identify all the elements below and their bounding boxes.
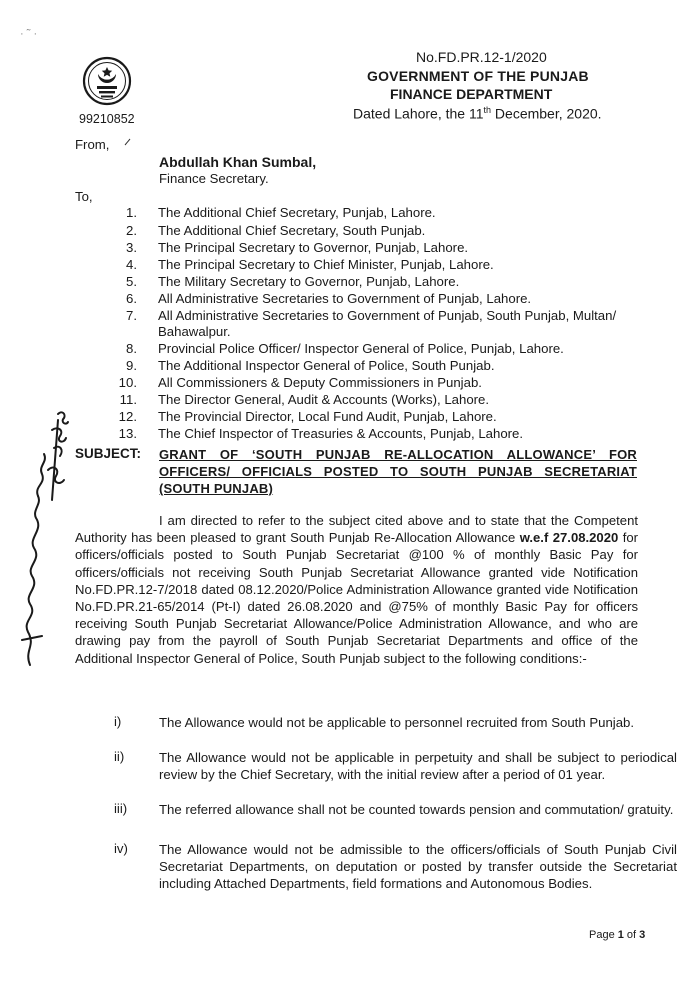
letter-number: No.FD.PR.12-1/2020 [416, 49, 547, 65]
recipient-number: 12. [118, 409, 137, 424]
condition-number: ii) [114, 749, 125, 764]
scan-mark: · ˜ · [20, 28, 38, 40]
recipient-text: The Chief Inspector of Treasuries & Accounts, Punjab, Lahore. [158, 426, 524, 441]
subject-label: SUBJECT: [75, 446, 142, 461]
recipient-text: The Additional Chief Secretary, Punjab, Lahore. [158, 205, 436, 220]
handwritten-signature-icon [2, 400, 74, 670]
page-prefix: Page [589, 929, 618, 941]
to-label: To, [75, 189, 93, 204]
recipient-text: All Commissioners & Deputy Commissioners in Punjab. [158, 375, 482, 390]
recipient-text: The Military Secretary to Governor, Punjab, Lahore. [158, 274, 460, 289]
date-prefix: Dated Lahore, the 11 [353, 105, 484, 122]
condition-number: i) [114, 714, 122, 729]
sender-designation: Finance Secretary. [159, 171, 269, 186]
recipient-number: 2. [126, 223, 137, 238]
body-effective-date: w.e.f 27.08.2020 [519, 530, 619, 546]
recipient-number: 5. [126, 274, 137, 289]
recipient-text: The Director General, Audit & Accounts (Works), Lahore. [158, 392, 490, 407]
recipient-number: 8. [126, 341, 137, 356]
recipient-number: 4. [126, 257, 137, 272]
recipient-number: 6. [126, 291, 137, 306]
page-current: 1 [617, 929, 624, 941]
from-label: From, [75, 137, 110, 152]
recipient-number: 3. [126, 240, 137, 255]
sender-name: Abdullah Khan Sumbal, [159, 154, 317, 170]
page-total: 3 [639, 929, 646, 941]
government-heading: GOVERNMENT OF THE PUNJAB [367, 68, 589, 84]
body-paragraph [75, 512, 638, 667]
recipient-number: 11. [119, 392, 137, 407]
condition-text: The referred allowance shall not be counted towards pension and commutation/ gratuity. [159, 802, 674, 817]
page-of: of [623, 929, 640, 941]
body-text-part1: I am directed to refer to the subject cited above and to state that the Competent Authority has been pleased to grant South Punjab Re-Allocation Allowance [75, 513, 638, 546]
diary-number: 99210852 [79, 112, 135, 126]
recipient-number: 10. [118, 375, 137, 390]
date-superscript: th [483, 105, 492, 115]
department-heading: FINANCE DEPARTMENT [390, 86, 553, 102]
recipient-text: Provincial Police Officer/ Inspector General of Police, Punjab, Lahore. [158, 341, 564, 356]
condition-text: The Allowance would not be applicable in perpetuity and shall be subject to periodical review by the Chief Secretary, with the initial review after a period of 01 year. [159, 750, 677, 782]
recipient-text: The Provincial Director, Local Fund Audit, Punjab, Lahore. [158, 409, 497, 424]
recipient-text: The Principal Secretary to Governor, Punjab, Lahore. [158, 240, 469, 255]
condition-number: iv) [114, 841, 128, 856]
recipient-number: 9. [126, 358, 137, 373]
condition-number: iii) [114, 801, 128, 816]
date-suffix: December, 2020. [491, 105, 602, 122]
recipient-text: All Administrative Secretaries to Government of Punjab, South Punjab, Multan/ Bahawalpur. [158, 308, 617, 339]
recipient-text: The Additional Chief Secretary, South Punjab. [158, 223, 426, 238]
page-number [589, 929, 645, 941]
condition-text: The Allowance would not be applicable to personnel recruited from South Punjab. [159, 715, 635, 730]
recipient-text: The Principal Secretary to Chief Minister, Punjab, Lahore. [158, 257, 494, 272]
recipient-number: 7. [126, 308, 137, 323]
recipient-text: All Administrative Secretaries to Government of Punjab, Lahore. [158, 291, 532, 306]
condition-text: The Allowance would not be admissible to the officers/officials of South Punjab Civil Secretariat Departments, on deputation or posted by transfer outside the Secretariat including Attached Departments, field formations and Autonomous Bodies. [159, 842, 677, 891]
recipient-text: The Additional Inspector General of Police, South Punjab. [158, 358, 495, 373]
date-line [353, 105, 602, 122]
subject-text: GRANT OF ‘SOUTH PUNJAB RE-ALLOCATION ALLOWANCE’ FOR OFFICERS/ OFFICIALS POSTED TO SOUTH PUNJAB SECRETARIAT (SOUTH PUNJAB) [159, 447, 637, 496]
recipient-number: 13. [118, 426, 137, 441]
punjab-government-seal-icon [82, 56, 132, 106]
body-text-part2: for officers/officials posted to South Punjab Secretariat @100 % of monthly Basic Pay for officers/officials not receiving South Punjab Secretariat Allowance granted vide Notification No.FD.PR.12-7/2018 dated 08.12.2020/Police Administration Allowance granted vide Notification No.FD.PR.21-65/2014 (Pt-I) dated 26.08.2020 and @75% of monthly Basic Pay for officers receiving South Punjab Secretariat Allowance/Police Administration Allowance, and who are drawing pay from the payroll of South Punjab Secretariat Departments and office of the Additional Inspector General of Police, South Punjab subject to the following conditions:- [75, 530, 638, 666]
recipient-number: 1. [126, 205, 137, 220]
tick-mark-icon [124, 138, 132, 146]
